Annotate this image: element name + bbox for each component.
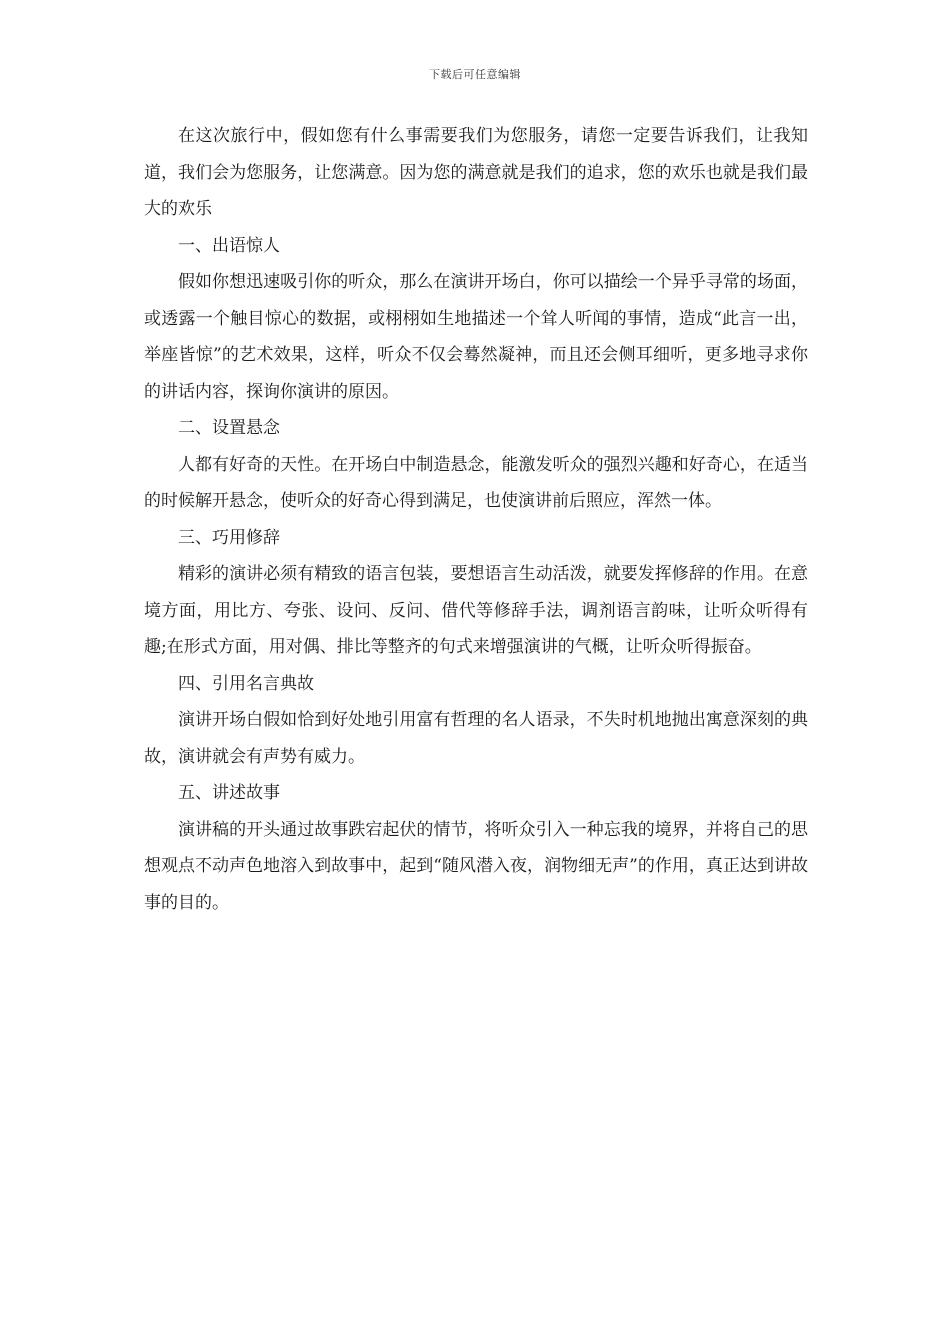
section-paragraph-3: 精彩的演讲必须有精致的语言包装，要想语言生动活泼，就要发挥修辞的作用。在意境方面，用比方、夸张、设问、反问、借代等修辞手法，调剂语言韵味，让听众听得有趣;在形式方面，用对偶、排比等整齐的句式来增强演讲的气概，让听众听得振奋。 (144, 564, 808, 657)
section-heading-1: 一、出语惊人 (178, 235, 280, 256)
section-heading-2: 二、设置悬念 (178, 418, 280, 438)
section-paragraph-4: 演讲开场白假如恰到好处地引用富有哲理的名人语录，不失时机地抛出寓意深刻的典故，演讲就会有声势有威力。 (144, 710, 808, 767)
section-heading-4: 四、引用名言典故 (178, 673, 314, 694)
section-paragraph-5: 演讲稿的开头通过故事跌宕起伏的情节，将听众引入一种忘我的境界，并将自己的思想观点不动声色地溶入到故事中，起到“随风潜入夜，润物细无声”的作用，真正达到讲故事的目的。 (144, 819, 808, 913)
document-body (144, 118, 808, 921)
section-heading-5: 五、讲述故事 (178, 783, 280, 803)
page-header: 下载后可任意编辑 (429, 68, 521, 81)
section-paragraph-1: 假如你想迅速吸引你的听众，那么在演讲开场白，你可以描绘一个异乎寻常的场面，或透露一个触目惊心的数据，或栩栩如生地描述一个耸人听闻的事情，造成“此言一出，举座皆惊”的艺术效果，这样，听众不仅会蓦然凝神，而且还会侧耳细听，更多地寻求你的讲话内容，探询你演讲的原因。 (144, 272, 808, 402)
intro-paragraph: 在这次旅行中，假如您有什么事需要我们为您服务，请您一定要告诉我们，让我知道，我们会为您服务，让您满意。因为您的满意就是我们的追求，您的欢乐也就是我们最大的欢乐 (144, 126, 808, 219)
section-paragraph-2: 人都有好奇的天性。在开场白中制造悬念，能激发听众的强烈兴趣和好奇心，在适当的时候解开悬念，使听众的好奇心得到满足，也使演讲前后照应，浑然一体。 (144, 454, 808, 511)
section-heading-3: 三、巧用修辞 (178, 527, 280, 548)
